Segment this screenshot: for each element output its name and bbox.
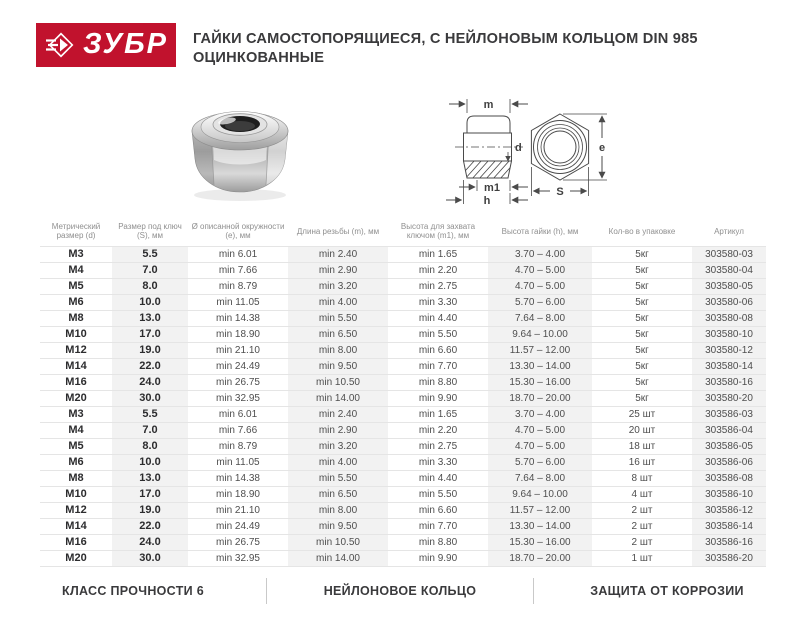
table-cell: 9.64 – 10.00 [488, 327, 592, 343]
table-cell: 3.70 – 4.00 [488, 247, 592, 263]
table-cell: min 8.79 [188, 439, 288, 455]
table-cell: 22.0 [112, 359, 188, 375]
column-header: Высота для захвата ключом (m1), мм [400, 222, 476, 240]
dim-label-h: h [483, 195, 491, 207]
table-cell: min 21.10 [188, 343, 288, 359]
table-cell: 5.70 – 6.00 [488, 455, 592, 471]
table-cell: min 2.20 [388, 423, 488, 439]
table-row [40, 311, 766, 327]
table-cell: min 2.90 [288, 423, 388, 439]
table-cell: min 32.95 [188, 551, 288, 567]
table-cell: 303586-14 [692, 519, 766, 535]
table-row [40, 295, 766, 311]
page-title-line2: ОЦИНКОВАННЫЕ [193, 50, 325, 66]
table-cell: min 26.75 [188, 535, 288, 551]
table-cell: 24.0 [112, 535, 188, 551]
dim-label-d: d [515, 142, 522, 154]
table-cell: min 3.20 [288, 279, 388, 295]
table-cell: min 9.90 [388, 551, 488, 567]
table-cell: 303580-10 [692, 327, 766, 343]
table-cell: min 6.60 [388, 503, 488, 519]
table-cell: 18.70 – 20.00 [488, 551, 592, 567]
table-cell: 7.64 – 8.00 [488, 311, 592, 327]
dim-label-m1: m1 [484, 182, 500, 194]
table-cell: 17.0 [112, 327, 188, 343]
table-cell: M3 [40, 247, 112, 263]
table-cell: 11.57 – 12.00 [488, 343, 592, 359]
table-cell: 303580-06 [692, 295, 766, 311]
footer-item-corrosion-protection: ЗАЩИТА ОТ КОРРОЗИИ [590, 584, 744, 598]
table-cell: 9.64 – 10.00 [488, 487, 592, 503]
logo-text: ЗУБР [82, 27, 169, 60]
table-cell: min 7.70 [388, 519, 488, 535]
table-cell: M10 [40, 487, 112, 503]
table-cell: 303586-10 [692, 487, 766, 503]
table-cell: 18.70 – 20.00 [488, 391, 592, 407]
table-cell: min 14.38 [188, 311, 288, 327]
table-cell: min 24.49 [188, 359, 288, 375]
table-cell: 13.0 [112, 471, 188, 487]
table-cell: min 4.00 [288, 295, 388, 311]
footer-item-nylon-ring: НЕЙЛОНОВОЕ КОЛЬЦО [323, 584, 477, 598]
table-cell: 13.30 – 14.00 [488, 359, 592, 375]
table-cell: min 11.05 [188, 455, 288, 471]
table-cell: min 14.00 [288, 391, 388, 407]
table-cell: min 11.05 [188, 295, 288, 311]
table-cell: min 6.50 [288, 487, 388, 503]
table-cell: min 4.40 [388, 471, 488, 487]
table-cell: 22.0 [112, 519, 188, 535]
table-cell: min 4.00 [288, 455, 388, 471]
table-row [40, 359, 766, 375]
table-cell: 5.5 [112, 247, 188, 263]
table-row [40, 455, 766, 471]
table-cell: 303586-05 [692, 439, 766, 455]
table-cell: 303580-04 [692, 263, 766, 279]
table-cell: 24.0 [112, 375, 188, 391]
table-cell: 1 шт [592, 551, 692, 567]
table-cell: 3.70 – 4.00 [488, 407, 592, 423]
table-row [40, 263, 766, 279]
table-cell: 4 шт [592, 487, 692, 503]
table-cell: 303580-05 [692, 279, 766, 295]
table-cell: 303580-20 [692, 391, 766, 407]
table-cell: M16 [40, 535, 112, 551]
table-cell: 7.0 [112, 263, 188, 279]
table-cell: 303586-08 [692, 471, 766, 487]
column-header: Артикул [714, 226, 744, 236]
zubr-arrow-icon [44, 28, 78, 62]
table-cell: 19.0 [112, 343, 188, 359]
table-row [40, 423, 766, 439]
table-cell: min 14.38 [188, 471, 288, 487]
table-cell: min 8.00 [288, 503, 388, 519]
table-cell: M8 [40, 311, 112, 327]
table-cell: 8.0 [112, 279, 188, 295]
table-cell: 19.0 [112, 503, 188, 519]
table-cell: 13.0 [112, 311, 188, 327]
table-row [40, 247, 766, 263]
table-cell: min 21.10 [188, 503, 288, 519]
table-cell: 4.70 – 5.00 [488, 439, 592, 455]
dim-label-m: m [483, 99, 494, 111]
table-row [40, 439, 766, 455]
table-cell: min 2.40 [288, 247, 388, 263]
table-cell: min 14.00 [288, 551, 388, 567]
table-cell: 10.0 [112, 455, 188, 471]
page-title-line1: ГАЙКИ САМОСТОПОРЯЩИЕСЯ, С НЕЙЛОНОВЫМ КОЛЬЦОМ DIN 985 [193, 31, 698, 47]
table-cell: 5кг [592, 359, 692, 375]
table-cell: 303580-12 [692, 343, 766, 359]
table-cell: 13.30 – 14.00 [488, 519, 592, 535]
table-cell: 2 шт [592, 503, 692, 519]
table-cell: 11.57 – 12.00 [488, 503, 592, 519]
table-cell: 303580-03 [692, 247, 766, 263]
page-title [193, 30, 773, 68]
table-cell: M6 [40, 455, 112, 471]
table-cell: min 7.66 [188, 423, 288, 439]
table-cell: min 6.01 [188, 407, 288, 423]
column-header: Длина резьбы (m), мм [296, 226, 380, 236]
table-cell: 303580-08 [692, 311, 766, 327]
spec-table-body [40, 247, 766, 567]
table-cell: min 18.90 [188, 327, 288, 343]
table-cell: 7.0 [112, 423, 188, 439]
table-cell: M20 [40, 391, 112, 407]
table-cell: 2 шт [592, 535, 692, 551]
table-cell: 20 шт [592, 423, 692, 439]
table-cell: min 10.50 [288, 375, 388, 391]
table-cell: min 5.50 [388, 487, 488, 503]
table-row [40, 503, 766, 519]
table-cell: 5кг [592, 295, 692, 311]
table-cell: 303580-16 [692, 375, 766, 391]
table-cell: 16 шт [592, 455, 692, 471]
table-cell: 10.0 [112, 295, 188, 311]
column-header: Размер под ключ (S), мм [118, 222, 182, 240]
table-cell: 30.0 [112, 391, 188, 407]
table-cell: min 6.60 [388, 343, 488, 359]
table-row [40, 551, 766, 567]
table-cell: 303586-06 [692, 455, 766, 471]
table-cell: 303586-20 [692, 551, 766, 567]
table-row [40, 519, 766, 535]
table-cell: min 9.50 [288, 519, 388, 535]
brand-logo [36, 23, 176, 67]
table-cell: M5 [40, 439, 112, 455]
table-cell: M16 [40, 375, 112, 391]
footer-item-strength-class: КЛАСС ПРОЧНОСТИ 6 [62, 584, 204, 598]
table-cell: M3 [40, 407, 112, 423]
table-cell: 5кг [592, 263, 692, 279]
table-cell: M12 [40, 503, 112, 519]
table-cell: 303586-16 [692, 535, 766, 551]
table-row [40, 407, 766, 423]
table-cell: min 9.90 [388, 391, 488, 407]
column-header: Высота гайки (h), мм [501, 226, 579, 236]
table-cell: 15.30 – 16.00 [488, 535, 592, 551]
column-header: Метрический размер (d) [51, 222, 101, 240]
table-cell: 15.30 – 16.00 [488, 375, 592, 391]
table-cell: min 8.80 [388, 375, 488, 391]
table-cell: 5кг [592, 279, 692, 295]
table-row [40, 391, 766, 407]
table-cell: min 1.65 [388, 247, 488, 263]
table-cell: 5кг [592, 247, 692, 263]
table-row [40, 487, 766, 503]
column-header: Кол-во в упаковке [608, 226, 676, 236]
table-cell: min 5.50 [288, 471, 388, 487]
spec-table [40, 219, 766, 567]
table-cell: min 2.75 [388, 439, 488, 455]
table-cell: 7.64 – 8.00 [488, 471, 592, 487]
table-cell: min 5.50 [288, 311, 388, 327]
table-cell: min 6.50 [288, 327, 388, 343]
table-cell: 5кг [592, 311, 692, 327]
table-cell: 30.0 [112, 551, 188, 567]
table-cell: M4 [40, 423, 112, 439]
table-cell: 17.0 [112, 487, 188, 503]
dim-label-e: e [598, 142, 606, 154]
table-cell: min 9.50 [288, 359, 388, 375]
table-cell: 8.0 [112, 439, 188, 455]
table-cell: min 1.65 [388, 407, 488, 423]
table-cell: 8 шт [592, 471, 692, 487]
table-cell: min 3.30 [388, 295, 488, 311]
table-cell: M14 [40, 519, 112, 535]
table-cell: 5кг [592, 343, 692, 359]
table-cell: min 7.66 [188, 263, 288, 279]
table-row [40, 471, 766, 487]
table-row [40, 279, 766, 295]
table-cell: 5кг [592, 375, 692, 391]
product-photo [183, 90, 297, 211]
table-cell: min 5.50 [388, 327, 488, 343]
table-row [40, 535, 766, 551]
table-cell: M10 [40, 327, 112, 343]
table-cell: M14 [40, 359, 112, 375]
table-cell: min 18.90 [188, 487, 288, 503]
table-row [40, 343, 766, 359]
table-cell: 5.70 – 6.00 [488, 295, 592, 311]
table-cell: min 6.01 [188, 247, 288, 263]
table-cell: 303586-12 [692, 503, 766, 519]
table-cell: min 26.75 [188, 375, 288, 391]
column-header: Ø описанной окружности (e), мм [191, 222, 285, 240]
table-cell: M20 [40, 551, 112, 567]
table-cell: M12 [40, 343, 112, 359]
table-cell: M8 [40, 471, 112, 487]
table-cell: min 8.79 [188, 279, 288, 295]
table-cell: min 32.95 [188, 391, 288, 407]
footer [0, 574, 800, 608]
table-cell: 25 шт [592, 407, 692, 423]
table-cell: 5.5 [112, 407, 188, 423]
table-cell: 303586-04 [692, 423, 766, 439]
table-cell: 303580-14 [692, 359, 766, 375]
table-cell: min 7.70 [388, 359, 488, 375]
dim-label-s: S [556, 186, 564, 198]
table-cell: min 4.40 [388, 311, 488, 327]
table-cell: min 3.20 [288, 439, 388, 455]
table-cell: 4.70 – 5.00 [488, 263, 592, 279]
table-cell: 5кг [592, 391, 692, 407]
table-cell: 4.70 – 5.00 [488, 423, 592, 439]
dimension-diagram [435, 86, 635, 216]
table-header-row [40, 219, 766, 247]
table-cell: 18 шт [592, 439, 692, 455]
table-row [40, 375, 766, 391]
table-cell: min 8.00 [288, 343, 388, 359]
table-cell: 2 шт [592, 519, 692, 535]
table-cell: min 10.50 [288, 535, 388, 551]
table-cell: min 3.30 [388, 455, 488, 471]
table-cell: min 2.20 [388, 263, 488, 279]
table-cell: min 2.40 [288, 407, 388, 423]
table-cell: 4.70 – 5.00 [488, 279, 592, 295]
table-cell: min 2.90 [288, 263, 388, 279]
table-cell: min 24.49 [188, 519, 288, 535]
table-row [40, 327, 766, 343]
table-cell: 5кг [592, 327, 692, 343]
table-cell: M6 [40, 295, 112, 311]
table-cell: min 2.75 [388, 279, 488, 295]
table-cell: M5 [40, 279, 112, 295]
table-cell: M4 [40, 263, 112, 279]
table-cell: 303586-03 [692, 407, 766, 423]
table-cell: min 8.80 [388, 535, 488, 551]
